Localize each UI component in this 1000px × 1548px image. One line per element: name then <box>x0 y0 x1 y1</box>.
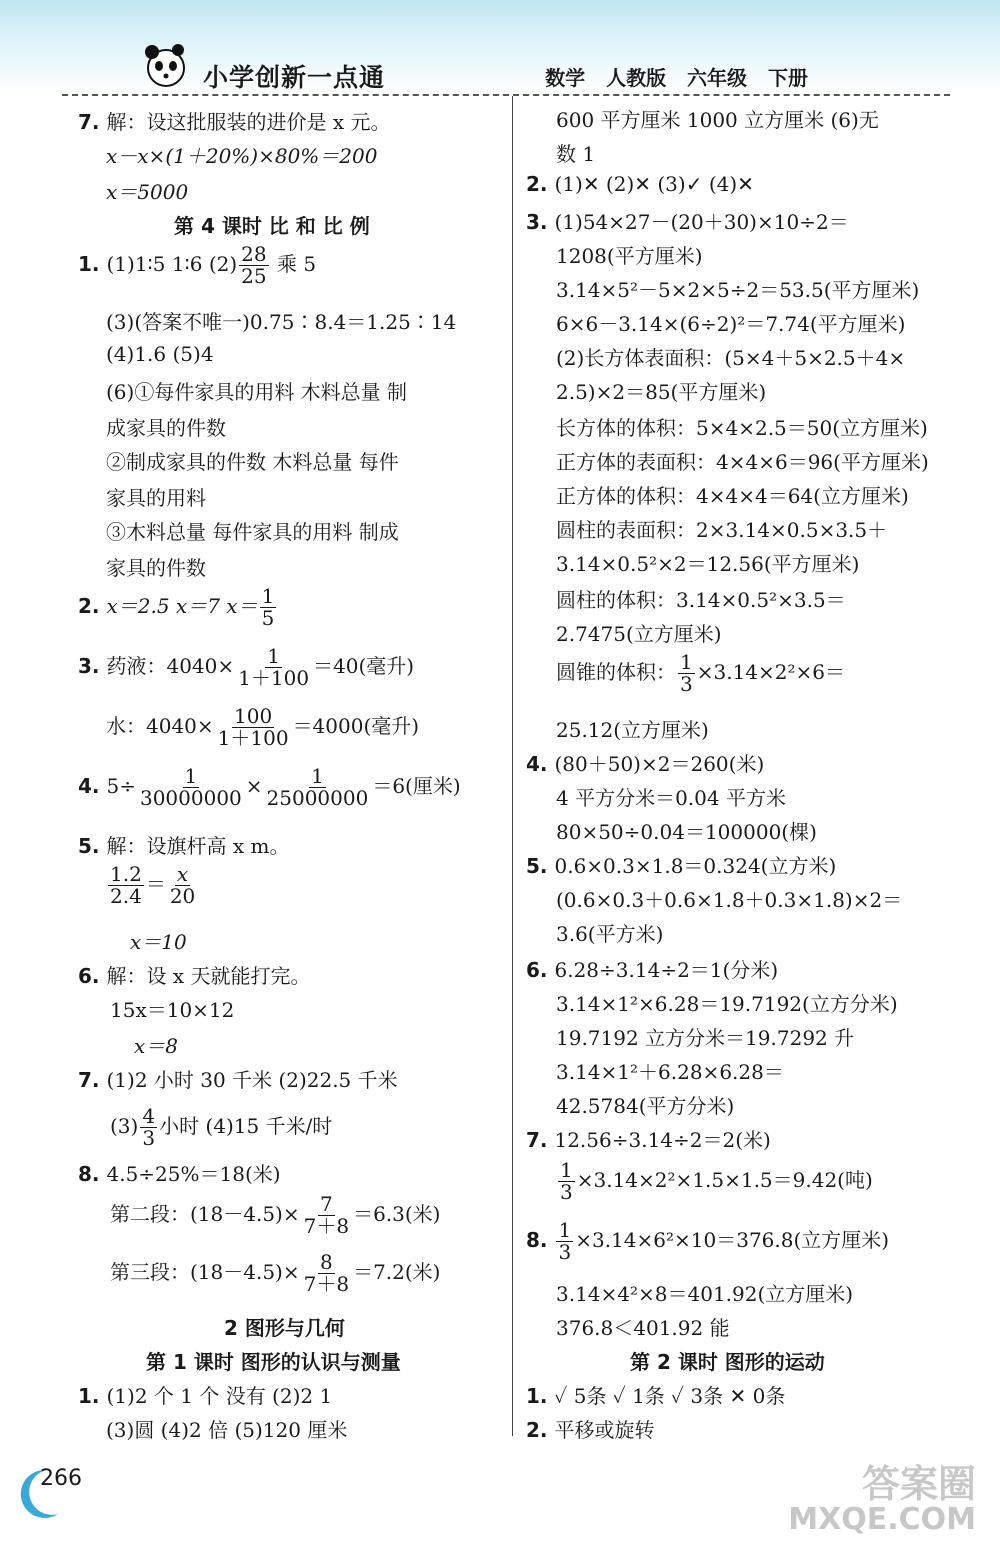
answer-line: 正方体的表面积：4×4×6＝96(平方厘米) <box>556 450 929 474</box>
answer-line: 4. (80＋50)×2＝260(米) <box>526 752 765 776</box>
answer-line: (3) $\frac{4}{3}$ 小时 (4)15 千米/时 <box>110 1104 333 1150</box>
answer-line: 2. 平移或旋转 <box>526 1418 655 1442</box>
answer-line: 圆柱的表面积：2×3.14×0.5×3.5＋ <box>556 518 888 542</box>
answer-line: 6×6－3.14×(6÷2)²＝7.74(平方厘米) <box>556 312 906 336</box>
column-divider <box>512 96 513 1436</box>
answer-line: 3.14×1²＋6.28×6.28＝ <box>556 1060 784 1084</box>
answer-line: ②制成家具的件数 木料总量 每件 <box>106 450 399 474</box>
answer-line: 正方体的体积：4×4×4＝64(立方厘米) <box>556 484 909 508</box>
answer-line: $\frac{1}{3}$ ×3.14×2²×1.5×1.5＝9.42(吨) <box>560 1158 873 1204</box>
answer-line: (0.6×0.3＋0.6×1.8＋0.3×1.8)×2＝ <box>556 888 903 912</box>
answer-line: 3.14×4²×8＝401.92(立方厘米) <box>556 1282 854 1306</box>
answer-line: 1. (1)2 个 1 个 没有 (2)2 1 <box>78 1384 333 1408</box>
answer-line: x＝10 <box>130 930 187 954</box>
answer-line: 家具的件数 <box>106 556 206 580</box>
answer-line: $\frac{1.2}{2.4}$ ＝ $\frac{x}{20}$ <box>110 862 196 908</box>
answer-line: 第三段：(18－4.5)× $\frac{8}{7+8}$ ＝7.2(米) <box>110 1250 441 1296</box>
watermark-logo: 答案圈 MXQE.COM <box>788 1462 976 1537</box>
section-heading: 第 1 课时 图形的认识与测量 <box>146 1350 401 1374</box>
answer-line: 2. (1)✕ (2)✕ (3)✓ (4)✕ <box>526 172 754 196</box>
answer-line: 成家具的件数 <box>106 416 226 440</box>
answer-line: (2)长方体表面积：(5×4＋5×2.5＋4× <box>556 346 906 370</box>
answer-line: 25.12(立方厘米) <box>556 718 709 742</box>
answer-line: (6)①每件家具的用料 木料总量 制 <box>106 380 408 404</box>
answer-line: 6. 6.28÷3.14÷2＝1(分米) <box>526 958 779 982</box>
answer-line: 2.5)×2＝85(平方厘米) <box>556 380 767 404</box>
answer-line: (3)(答案不唯一)0.75∶8.4＝1.25∶14 <box>106 310 457 334</box>
answer-line: 1208(平方厘米) <box>556 244 703 268</box>
answer-line: 3.14×0.5²×2＝12.56(平方厘米) <box>556 552 860 576</box>
answer-line: 7. 解：设这批服装的进价是 x 元。 <box>78 110 391 134</box>
section-heading: 第 2 课时 图形的运动 <box>630 1350 825 1374</box>
answer-line: 3.14×1²×6.28＝19.7192(立方分米) <box>556 992 898 1016</box>
book-meta: 数学 人教版 六年级 下册 <box>545 66 808 90</box>
answer-line: ③木料总量 每件家具的用料 制成 <box>106 520 399 544</box>
answer-line: (4)1.6 (5)4 <box>106 342 214 366</box>
answer-line: 376.8＜401.92 能 <box>556 1316 730 1340</box>
answer-line: 5. 解：设旗杆高 x m。 <box>78 834 290 858</box>
answer-line: x＝5000 <box>106 180 189 204</box>
answer-line: 7. 12.56÷3.14÷2＝2(米) <box>526 1128 771 1152</box>
answer-line: 1. (1)1∶5 1∶6 (2) $\frac{28}{25}$ 乘 5 <box>78 242 317 288</box>
answer-line: 3.6(平方米) <box>556 922 664 946</box>
answer-line: 6. 解：设 x 天就能打完。 <box>78 964 311 988</box>
answer-line: 圆柱的体积：3.14×0.5²×3.5＝ <box>556 588 846 612</box>
answer-line: 3.14×5²－5×2×5÷2＝53.5(平方厘米) <box>556 278 920 302</box>
answer-line: 2. x＝2.5 x＝7 x＝ $\frac{1}{5}$ <box>78 584 275 630</box>
answer-line: 家具的用料 <box>106 486 206 510</box>
answer-line: 数 1 <box>556 142 596 166</box>
answer-line: 8. $\frac{1}{3}$ ×3.14×6²×10＝376.8(立方厘米) <box>526 1218 890 1264</box>
answer-line: 600 平方厘米 1000 立方厘米 (6)无 <box>556 108 879 132</box>
answer-line: 19.7192 立方分米＝19.7292 升 <box>556 1026 855 1050</box>
section-heading: 2 图形与几何 <box>224 1316 345 1340</box>
answer-line: 4. 5÷ $\frac{1}{30000000}$ × $\frac{1}{25000000}$ ＝6(厘米) <box>78 764 461 810</box>
panda-mascot-icon <box>138 36 194 92</box>
page-number: 266 <box>40 1466 82 1491</box>
answer-line: 水：4040× $\frac{100}{1+100}$ ＝4000(毫升) <box>106 704 420 750</box>
answer-line: 1. ✓ 5条 ✓ 1条 ✓ 3条 ✕ 0条 <box>526 1384 786 1408</box>
answer-line: 3. (1)54×27－(20＋30)×10÷2＝ <box>526 210 849 234</box>
answer-line: 42.5784(平方分米) <box>556 1094 735 1118</box>
answer-line: 2.7475(立方厘米) <box>556 622 722 646</box>
answer-line: 长方体的体积：5×4×2.5＝50(立方厘米) <box>556 416 928 440</box>
answer-line: 3. 药液：4040× $\frac{1}{1+100}$ ＝40(毫升) <box>78 644 415 690</box>
answer-line: 7. (1)2 小时 30 千米 (2)22.5 千米 <box>78 1068 398 1092</box>
answer-line: 5. 0.6×0.3×1.8＝0.324(立方米) <box>526 854 837 878</box>
book-title: 小学创新一点通 <box>203 63 386 92</box>
answer-line: x＝8 <box>134 1034 179 1058</box>
header-divider <box>62 94 950 96</box>
answer-line: 第二段：(18－4.5)× $\frac{7}{7+8}$ ＝6.3(米) <box>110 1192 441 1238</box>
answer-line: 8. 4.5÷25%＝18(米) <box>78 1162 281 1186</box>
answer-line: 4 平方分米＝0.04 平方米 <box>556 786 786 810</box>
answer-line: 圆锥的体积： $\frac{1}{3}$ ×3.14×2²×6＝ <box>556 650 846 696</box>
answer-line: (3)圆 (4)2 倍 (5)120 厘米 <box>106 1418 348 1442</box>
answer-line: 15x＝10×12 <box>110 998 235 1022</box>
answer-line: x－x×(1＋20%)×80%＝200 <box>106 144 378 168</box>
answer-line: 80×50÷0.04＝100000(棵) <box>556 820 817 844</box>
section-heading: 第 4 课时 比 和 比 例 <box>174 214 370 238</box>
